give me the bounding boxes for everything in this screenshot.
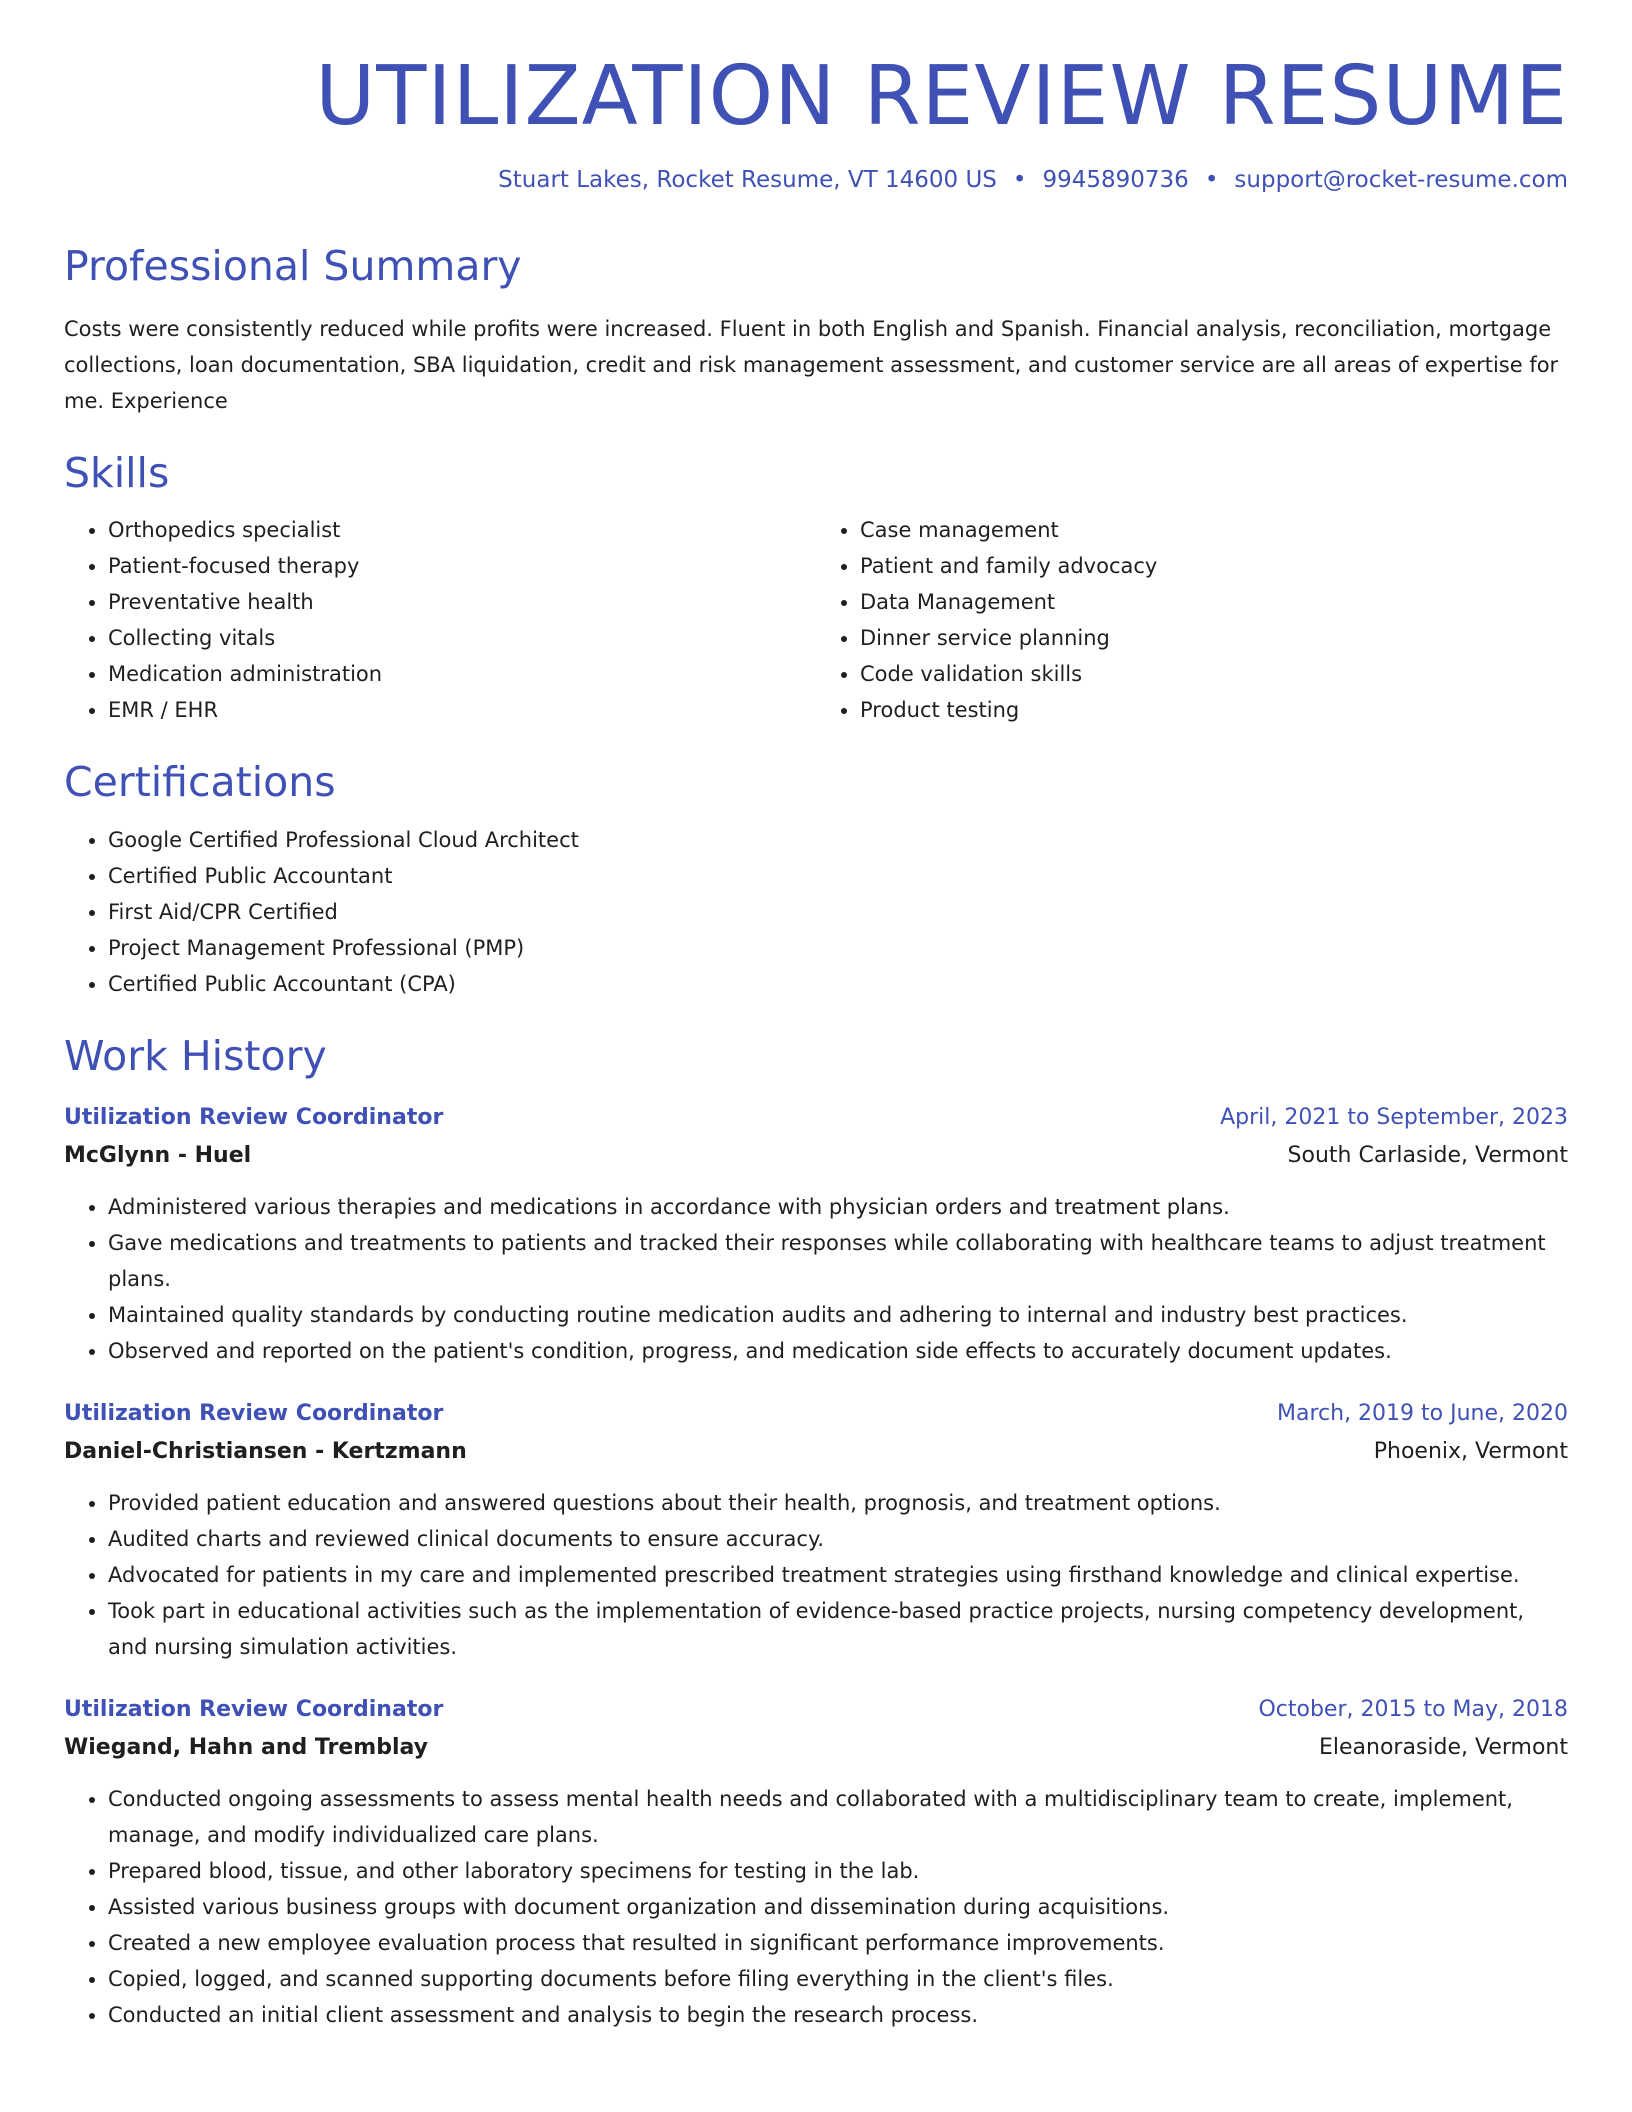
job-title: Utilization Review Coordinator (64, 1696, 444, 1722)
jobs-list (64, 1099, 1568, 2033)
skill-item: • Data Management (860, 584, 1568, 620)
job-dates: April, 2021 to September, 2023 (1220, 1104, 1568, 1130)
job-location: Eleanoraside, Vermont (1318, 1734, 1568, 1760)
job-company: McGlynn - Huel (64, 1142, 252, 1168)
job-dates: March, 2019 to June, 2020 (1277, 1400, 1568, 1426)
work-history-section (64, 1032, 1568, 2033)
job-bullets (64, 1189, 1568, 1369)
skill-item: • Dinner service planning (860, 620, 1568, 656)
skill-item: • Collecting vitals (108, 620, 816, 656)
job-company-row (64, 1729, 1568, 1767)
job-title: Utilization Review Coordinator (64, 1400, 444, 1426)
job-location: South Carlaside, Vermont (1287, 1142, 1568, 1168)
skill-item: • Product testing (860, 692, 1568, 728)
skill-item: • Patient and family advocacy (860, 548, 1568, 584)
skills-list-right (816, 512, 1568, 728)
job-company-row (64, 1433, 1568, 1471)
summary-heading: Professional Summary (64, 242, 522, 291)
job-bullet: • Copied, logged, and scanned supporting documents before filing everything in the client's files. (108, 1961, 1568, 1997)
job-bullet: • Prepared blood, tissue, and other laboratory specimens for testing in the lab. (108, 1853, 1568, 1889)
work-history-heading: Work History (64, 1031, 327, 1080)
job-bullet: • Created a new employee evaluation process that resulted in significant performance improvements. (108, 1925, 1568, 1961)
certification-item: • Project Management Professional (PMP) (108, 930, 1568, 966)
resume-title: UTILIZATION REVIEW RESUME (315, 49, 1568, 144)
job-title-row (64, 1395, 1568, 1433)
certification-item: • First Aid/CPR Certified (108, 894, 1568, 930)
contact-email[interactable]: support@rocket-resume.com (1234, 167, 1568, 194)
job-bullet: • Assisted various business groups with document organization and dissemination during acquisitions. (108, 1889, 1568, 1925)
skills-heading: Skills (64, 449, 170, 498)
skills-list-left (64, 512, 816, 728)
job-bullets (64, 1485, 1568, 1665)
job-company: Daniel-Christiansen - Kertzmann (64, 1438, 467, 1464)
job-title: Utilization Review Coordinator (64, 1104, 444, 1130)
certification-item: • Certified Public Accountant (108, 858, 1568, 894)
skill-item: • Code validation skills (860, 656, 1568, 692)
certifications-section (64, 758, 1568, 1001)
skill-item: • Preventative health (108, 584, 816, 620)
skill-item: • Orthopedics specialist (108, 512, 816, 548)
skill-item: • Patient-focused therapy (108, 548, 816, 584)
job-entry (64, 1395, 1568, 1665)
contact-separator: • (1204, 167, 1219, 194)
job-bullet: • Administered various therapies and medications in accordance with physician orders and treatment plans. (108, 1189, 1568, 1225)
skill-item: • Medication administration (108, 656, 816, 692)
skills-column-left (64, 512, 816, 728)
job-bullet: • Observed and reported on the patient's condition, progress, and medication side effects to accurately document updates. (108, 1333, 1568, 1369)
job-title-row (64, 1099, 1568, 1137)
job-bullet: • Took part in educational activities such as the implementation of evidence-based practice projects, nursing competency development, and nursing simulation activities. (108, 1593, 1568, 1665)
contact-address: Stuart Lakes, Rocket Resume, VT 14600 US (498, 167, 997, 194)
contact-phone: 9945890736 (1042, 167, 1189, 194)
certifications-heading: Certifications (64, 758, 336, 807)
job-location: Phoenix, Vermont (1373, 1438, 1568, 1464)
job-bullet: • Gave medications and treatments to patients and tracked their responses while collaborating with healthcare teams to adjust treatment plans. (108, 1225, 1568, 1297)
skills-columns (64, 512, 1568, 728)
skill-item: • EMR / EHR (108, 692, 816, 728)
skills-section (64, 449, 1568, 728)
summary-section (64, 242, 1568, 419)
certification-item: • Certified Public Accountant (CPA) (108, 966, 1568, 1002)
job-entry (64, 1099, 1568, 1369)
job-bullets (64, 1781, 1568, 2033)
contact-line (64, 166, 1568, 196)
skill-item: • Case management (860, 512, 1568, 548)
job-company: Wiegand, Hahn and Tremblay (64, 1734, 428, 1760)
job-bullet: • Audited charts and reviewed clinical documents to ensure accuracy. (108, 1521, 1568, 1557)
summary-text: Costs were consistently reduced while profits were increased. Fluent in both English and Spanish. Financial analysis, reconciliation, mortgage collections, loan documentation, SBA liquidation, credit and risk management assessment, and customer service are all areas of expertise for me. Experience (64, 317, 1559, 414)
job-bullet: • Advocated for patients in my care and implemented prescribed treatment strategies using firsthand knowledge and clinical expertise. (108, 1557, 1568, 1593)
job-bullet: • Provided patient education and answered questions about their health, prognosis, and treatment options. (108, 1485, 1568, 1521)
job-title-row (64, 1691, 1568, 1729)
skills-column-right (816, 512, 1568, 728)
certifications-list (64, 822, 1568, 1002)
certification-item: • Google Certified Professional Cloud Architect (108, 822, 1568, 858)
job-entry (64, 1691, 1568, 2033)
job-bullet: • Maintained quality standards by conducting routine medication audits and adhering to internal and industry best practices. (108, 1297, 1568, 1333)
contact-separator: • (1012, 167, 1027, 194)
job-bullet: • Conducted an initial client assessment and analysis to begin the research process. (108, 1997, 1568, 2033)
job-bullet: • Conducted ongoing assessments to assess mental health needs and collaborated with a multidisciplinary team to create, implement, manage, and modify individualized care plans. (108, 1781, 1568, 1853)
job-company-row (64, 1137, 1568, 1175)
job-dates: October, 2015 to May, 2018 (1258, 1696, 1568, 1722)
